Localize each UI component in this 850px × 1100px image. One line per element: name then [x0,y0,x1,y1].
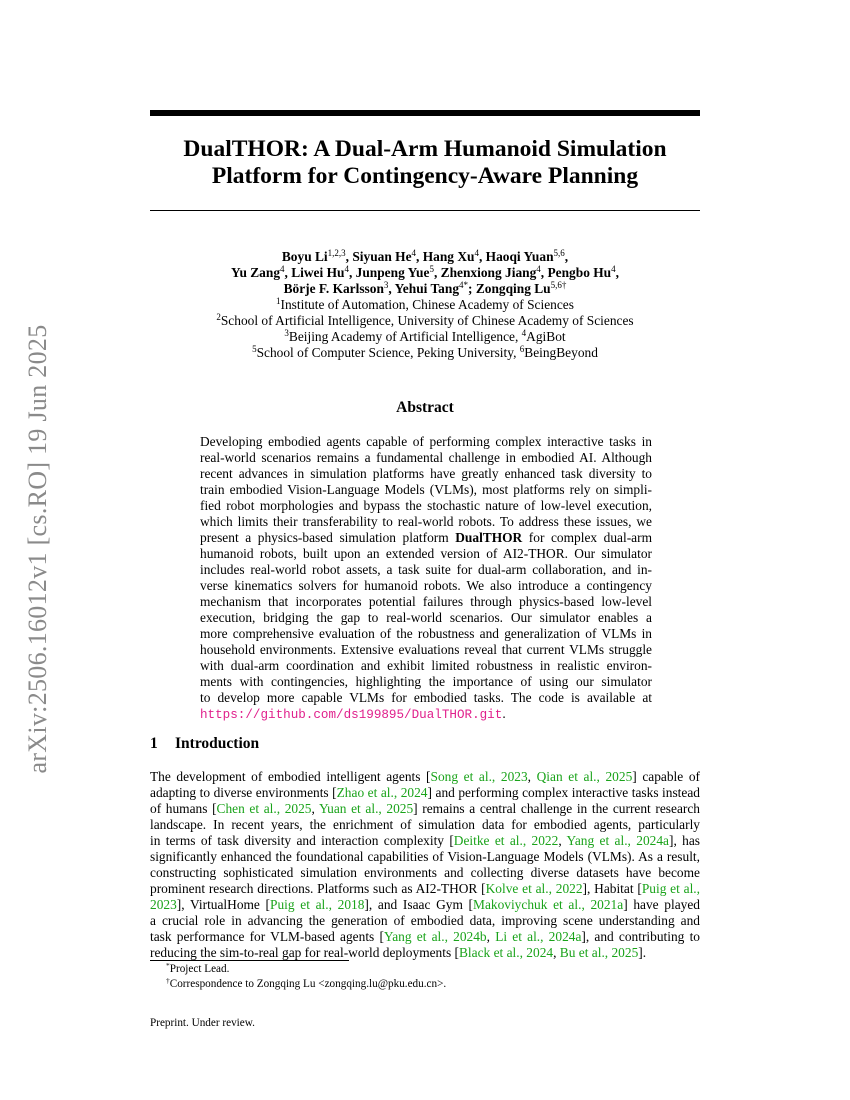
affiliation-text: Beijing Academy of Artificial Intelligence, [288,329,522,344]
affiliation-text: School of Artificial Intelligence, University of Chinese Academy of Sciences [220,313,634,328]
citation-link[interactable]: Qian et al., 2025 [536,769,633,784]
paragraph-line: constructing sophisticated simulation environments and collecting diverse datasets have become [150,865,700,880]
abstract-line: to develop more capable VLMs for embodied tasks. The code is available at [200,690,652,705]
author-affiliation-marker: 4 [611,264,616,274]
system-name: DualTHOR [455,530,523,545]
citation-link[interactable]: Deitke et al., 2022 [453,833,559,848]
author-name: Yehui Tang [394,281,460,296]
author-affiliation-marker: 4 [474,248,479,258]
paragraph-line: The development of embodied intelligent agents [Song et al., 2023, Qian et al., 2025] capable of [150,769,700,784]
section-title: Introduction [175,735,260,752]
paragraph-line: of humans [Chen et al., 2025, Yuan et al., 2025] remains a central challenge in the current research [150,801,700,816]
citation-link[interactable]: Kolve et al., 2022 [485,881,583,896]
author-affiliation-marker: 3 [383,280,389,290]
paragraph-line: 2023], VirtualHome [Puig et al., 2018], and Isaac Gym [Makoviychuk et al., 2021a] have played [150,897,700,912]
author-name: Junpeng Yue [355,265,430,280]
author-affiliation-marker: 5,6 [553,248,565,258]
author-name: Liwei Hu [291,265,345,280]
author-line-1: Boyu Li$^{1,2,3}$, Siyuan He$^4$, Hang Xu$^4$, Haoqi Yuan$^{5,6}$, [281,248,569,264]
author-affiliation-marker: 5 [429,264,434,274]
author-affiliation-marker: 4 [280,264,285,274]
citation-link[interactable]: Bu et al., 2025 [559,945,639,960]
code-repository-link[interactable]: https://github.com/ds199895/DualTHOR.git [200,708,503,722]
abstract-line: more comprehensive evaluation of the robustness and generalization of VLMs in [200,626,652,641]
affiliation-marker: 6 [519,344,525,354]
affiliation-text: AgiBot [526,329,566,344]
abstract-line: ments with contingencies, highlighting the importance of using our simulator [200,674,652,689]
abstract-line: which limits their transferability to real-world robots. To address these issues, we [200,514,652,529]
abstract-line: real-world scenarios remains a fundamental challenge in embodied AI. Although [200,450,652,465]
abstract-line: with dual-arm coordination and exhibit limited robustness in realistic environ- [200,658,652,673]
author-name: Boyu Li [281,249,328,264]
affiliation-marker: 2 [216,312,221,322]
citation-link[interactable]: Yang et al., 2024b [383,929,487,944]
footnote-rule [150,960,349,961]
author-affiliation-marker: 1,2,3 [327,248,346,258]
author-name: Siyuan He [352,249,412,264]
affiliation-text: Institute of Automation, Chinese Academy of Sciences [280,297,574,312]
author-name: Pengbo Hu [547,265,612,280]
citation-link[interactable]: Chen et al., 2025 [216,801,312,816]
footnote-correspondence: †Correspondence to Zongqing Lu <zongqing.lu@pku.edu.cn>. [166,976,447,990]
title-top-rule [150,110,700,116]
citation-link[interactable]: Yuan et al., 2025 [318,801,414,816]
author-affiliation-marker: 4* [459,280,469,290]
affiliation-marker: 4 [521,328,527,338]
citation-link[interactable]: Zhao et al., 2024 [336,785,428,800]
abstract-heading: Abstract [396,399,454,416]
section-heading-introduction [150,735,259,753]
author-name: Yu Zang [231,265,281,280]
abstract-line: fied robot morphologies and bypass the stochastic nature of low-level execution, [200,498,652,513]
paragraph-line: a crucial role in advancing the generation of embodied data, improving scene understanding and [150,913,700,928]
author-line-3: Börje F. Karlsson$^3$, Yehui Tang$^{4*}$; Zongqing $Lu^{5,6\dagger}$ [283,280,567,296]
affiliation-line [150,297,700,313]
paragraph-line: significantly enhanced the foundational capabilities of Vision-Language Models (VLMs). As a result, [150,849,700,864]
abstract-line: household environments. Extensive evaluations reveal that current VLMs struggle [200,642,652,657]
footnote-project-lead: *Project Lead. [166,961,230,975]
abstract-line: Developing embodied agents capable of performing complex interactive tasks in [200,434,652,449]
affiliation-marker: 3 [284,328,289,338]
paragraph-line: in terms of task diversity and interaction complexity [Deitke et al., 2022, Yang et al., 2024a], has [150,833,700,848]
abstract-line: train embodied Vision-Language Models (VLMs), most platforms rely on simpli- [200,482,652,497]
author-affiliation-marker: 5,6† [550,280,567,290]
paragraph-line: prominent research directions. Platforms such as AI2-THOR [Kolve et al., 2022], Habitat [Puig et al., [150,881,701,896]
citation-link[interactable]: Song et al., 2023 [430,769,528,784]
author-affiliation-marker: 4 [344,264,349,274]
author-line-2: Yu Zang$^4$, Liwei Hu$^4$, Junpeng Yue$^5$, Zhenxiong Jiang$^4$, Pengbo Hu$^4$, [231,264,619,280]
title-bottom-rule [150,210,700,211]
arxiv-identifier-stamp: arXiv:2506.16012v1 [cs.RO] 19 Jun 2025 [23,324,52,774]
abstract-line: https://github.com/ds199895/DualTHOR.git. [200,706,506,722]
author-affiliation-marker: 4 [411,248,417,258]
paragraph-line: landscape. In recent years, the enrichment of simulation data for embodied agents, particularly [150,817,700,832]
abstract-line: includes real-world robot assets, a task suite for dual-arm collaboration, and in- [200,562,652,577]
affiliation-text: School of Computer Science, Peking University, [256,345,520,360]
author-name: Haoqi Yuan [485,249,554,264]
citation-link[interactable]: 2023 [150,897,177,912]
citation-link[interactable]: Puig et al., [641,881,701,896]
author-name: Börje F. Karlsson [283,281,384,296]
abstract-line: recent advances in simulation platforms have greatly enhanced task diversity to [200,466,652,481]
affiliation-line [150,329,700,345]
paragraph-line: reducing the sim-to-real gap for real-world deployments [Black et al., 2024, Bu et al., 2025]. [150,945,647,960]
paragraph-line: adapting to diverse environments [Zhao et al., 2024] and performing complex interactive tasks instead [150,785,700,800]
citation-link[interactable]: Black et al., 2024 [459,945,554,960]
citation-link[interactable]: Puig et al., 2018 [270,897,365,912]
paragraph-line: task performance for VLM-based agents [Yang et al., 2024b, Li et al., 2024a], and contributing to [150,929,700,944]
paper-title-line-2: Platform for Contingency-Aware Planning [211,163,639,189]
affiliation-marker: 5 [252,344,257,354]
author-name: Zongqing Lu [475,281,551,296]
citation-link[interactable]: Li et al., 2024a [495,929,582,944]
preprint-notice: Preprint. Under review. [150,1017,255,1029]
abstract-line: humanoid robots, built upon an extended version of AI2-THOR. Our simulator [200,546,652,561]
author-affiliation-marker: 4 [536,264,541,274]
abstract-line: verse kinematics solvers for humanoid robots. We also introduce a contingency [200,578,652,593]
paper-title-line-1: DualTHOR: A Dual-Arm Humanoid Simulation [183,136,667,162]
affiliation-line [150,345,700,361]
citation-link[interactable]: Makoviychuk et al., 2021a [473,897,624,912]
section-number: 1 [150,735,158,752]
author-name: Hang Xu [422,249,475,264]
citation-link[interactable]: Yang et al., 2024a [566,833,669,848]
abstract-line: present a physics-based simulation platform DualTHOR for complex dual-arm [200,530,652,545]
abstract-line: mechanism that incorporates potential failures through physics-based low-level [200,594,652,609]
abstract-line: execution, bridging the gap to real-world scenarios. Our simulator enables a [200,610,652,625]
affiliation-text: BeingBeyond [524,345,598,360]
author-name: Zhenxiong Jiang [440,265,537,280]
affiliation-line [150,313,700,329]
affiliation-marker: 1 [276,296,281,306]
